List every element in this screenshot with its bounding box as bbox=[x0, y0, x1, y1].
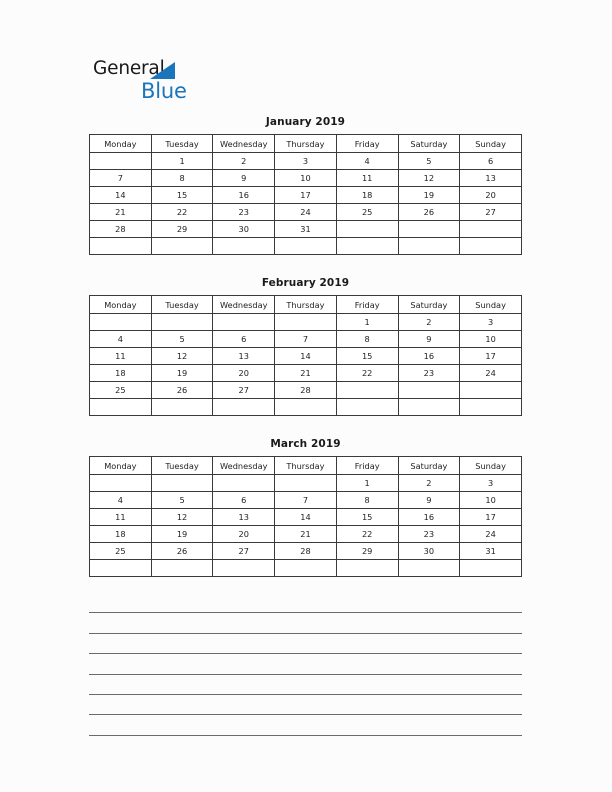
note-line[interactable] bbox=[89, 715, 522, 735]
day-cell[interactable]: 22 bbox=[151, 204, 213, 221]
week-row bbox=[90, 543, 522, 560]
weekday-header-wednesday: Wednesday bbox=[213, 135, 275, 153]
day-cell-empty bbox=[151, 238, 213, 255]
day-cell-empty bbox=[460, 382, 522, 399]
day-cell[interactable]: 4 bbox=[90, 331, 152, 348]
day-cell[interactable]: 23 bbox=[213, 204, 275, 221]
day-cell-empty bbox=[460, 399, 522, 416]
day-cell[interactable]: 16 bbox=[398, 348, 460, 365]
logo-word-general: General bbox=[93, 58, 165, 79]
day-cell[interactable]: 25 bbox=[336, 204, 398, 221]
day-cell[interactable]: 8 bbox=[151, 170, 213, 187]
weekday-header-wednesday: Wednesday bbox=[213, 296, 275, 314]
day-cell[interactable]: 10 bbox=[460, 492, 522, 509]
day-cell[interactable]: 3 bbox=[460, 314, 522, 331]
weekday-header-sunday: Sunday bbox=[460, 457, 522, 475]
day-cell[interactable]: 9 bbox=[398, 492, 460, 509]
day-cell[interactable]: 20 bbox=[460, 187, 522, 204]
day-cell[interactable]: 6 bbox=[213, 492, 275, 509]
note-line[interactable] bbox=[89, 634, 522, 654]
day-cell[interactable]: 7 bbox=[275, 492, 337, 509]
day-cell[interactable]: 10 bbox=[275, 170, 337, 187]
day-cell[interactable]: 29 bbox=[336, 543, 398, 560]
day-cell-empty bbox=[213, 399, 275, 416]
day-cell-empty bbox=[398, 238, 460, 255]
note-line[interactable] bbox=[89, 613, 522, 633]
day-cell-empty bbox=[90, 153, 152, 170]
day-cell[interactable]: 17 bbox=[460, 348, 522, 365]
day-cell[interactable]: 26 bbox=[151, 382, 213, 399]
day-cell[interactable]: 3 bbox=[460, 475, 522, 492]
day-cell[interactable]: 18 bbox=[90, 526, 152, 543]
day-cell[interactable]: 7 bbox=[90, 170, 152, 187]
weekday-header-friday: Friday bbox=[336, 457, 398, 475]
day-cell[interactable]: 2 bbox=[213, 153, 275, 170]
day-cell[interactable]: 26 bbox=[398, 204, 460, 221]
weekday-header-wednesday: Wednesday bbox=[213, 457, 275, 475]
day-cell[interactable]: 10 bbox=[460, 331, 522, 348]
day-cell[interactable]: 4 bbox=[90, 492, 152, 509]
weekday-header-monday: Monday bbox=[90, 296, 152, 314]
day-cell[interactable]: 20 bbox=[213, 365, 275, 382]
day-cell[interactable]: 13 bbox=[213, 509, 275, 526]
day-cell[interactable]: 24 bbox=[460, 365, 522, 382]
weekday-header-tuesday: Tuesday bbox=[151, 296, 213, 314]
day-cell[interactable]: 11 bbox=[90, 348, 152, 365]
day-cell-empty bbox=[460, 560, 522, 577]
logo-word-blue: Blue bbox=[141, 79, 187, 103]
day-cell[interactable]: 7 bbox=[275, 331, 337, 348]
day-cell[interactable]: 14 bbox=[275, 348, 337, 365]
week-row bbox=[90, 492, 522, 509]
day-cell[interactable]: 30 bbox=[398, 543, 460, 560]
week-row bbox=[90, 187, 522, 204]
day-cell-empty bbox=[90, 238, 152, 255]
weekday-header-saturday: Saturday bbox=[398, 296, 460, 314]
day-cell-empty bbox=[90, 560, 152, 577]
day-cell[interactable]: 14 bbox=[275, 509, 337, 526]
note-line[interactable] bbox=[89, 675, 522, 695]
day-cell[interactable]: 16 bbox=[398, 509, 460, 526]
month-title: January 2019 bbox=[265, 116, 346, 128]
day-cell[interactable]: 1 bbox=[336, 314, 398, 331]
day-cell-empty bbox=[151, 560, 213, 577]
day-cell[interactable]: 1 bbox=[151, 153, 213, 170]
day-cell-empty bbox=[275, 475, 337, 492]
note-line[interactable] bbox=[89, 593, 522, 613]
day-cell[interactable]: 9 bbox=[398, 331, 460, 348]
day-cell-empty bbox=[90, 399, 152, 416]
day-cell[interactable]: 28 bbox=[275, 543, 337, 560]
day-cell[interactable]: 30 bbox=[213, 221, 275, 238]
day-cell[interactable]: 22 bbox=[336, 526, 398, 543]
day-cell-empty bbox=[336, 382, 398, 399]
day-cell[interactable]: 23 bbox=[398, 526, 460, 543]
blue-triangle-icon bbox=[150, 62, 175, 79]
day-cell[interactable]: 11 bbox=[90, 509, 152, 526]
day-cell[interactable]: 19 bbox=[151, 365, 213, 382]
weekday-header-tuesday: Tuesday bbox=[151, 135, 213, 153]
day-cell[interactable]: 11 bbox=[336, 170, 398, 187]
calendar-table bbox=[89, 134, 522, 255]
week-row bbox=[90, 204, 522, 221]
day-cell[interactable]: 17 bbox=[460, 509, 522, 526]
day-cell[interactable]: 28 bbox=[275, 382, 337, 399]
day-cell-empty bbox=[336, 238, 398, 255]
day-cell[interactable]: 25 bbox=[90, 543, 152, 560]
week-row bbox=[90, 475, 522, 492]
weekday-header-monday: Monday bbox=[90, 135, 152, 153]
weekday-header-row bbox=[90, 296, 522, 314]
weekday-header-thursday: Thursday bbox=[275, 296, 337, 314]
weekday-header-saturday: Saturday bbox=[398, 457, 460, 475]
day-cell[interactable]: 6 bbox=[460, 153, 522, 170]
day-cell[interactable]: 13 bbox=[460, 170, 522, 187]
weekday-header-friday: Friday bbox=[336, 296, 398, 314]
day-cell[interactable]: 15 bbox=[151, 187, 213, 204]
day-cell-empty bbox=[213, 314, 275, 331]
day-cell-empty bbox=[90, 314, 152, 331]
day-cell[interactable]: 15 bbox=[336, 348, 398, 365]
week-row bbox=[90, 509, 522, 526]
day-cell[interactable]: 13 bbox=[213, 348, 275, 365]
day-cell-empty bbox=[213, 475, 275, 492]
calendar-table bbox=[89, 295, 522, 416]
day-cell[interactable]: 9 bbox=[213, 170, 275, 187]
day-cell[interactable]: 4 bbox=[336, 153, 398, 170]
day-cell-empty bbox=[275, 560, 337, 577]
day-cell-empty bbox=[151, 475, 213, 492]
day-cell-empty bbox=[336, 221, 398, 238]
day-cell[interactable]: 20 bbox=[213, 526, 275, 543]
month-title: March 2019 bbox=[270, 438, 341, 450]
month-block bbox=[89, 438, 522, 577]
day-cell[interactable]: 5 bbox=[151, 331, 213, 348]
day-cell[interactable]: 26 bbox=[151, 543, 213, 560]
day-cell[interactable]: 31 bbox=[460, 543, 522, 560]
week-row bbox=[90, 399, 522, 416]
day-cell-empty bbox=[460, 221, 522, 238]
day-cell[interactable]: 25 bbox=[90, 382, 152, 399]
weekday-header-sunday: Sunday bbox=[460, 296, 522, 314]
day-cell[interactable]: 6 bbox=[213, 331, 275, 348]
day-cell[interactable]: 27 bbox=[213, 382, 275, 399]
day-cell-empty bbox=[213, 560, 275, 577]
weekday-header-monday: Monday bbox=[90, 457, 152, 475]
day-cell[interactable]: 21 bbox=[275, 365, 337, 382]
note-line[interactable] bbox=[89, 654, 522, 674]
weekday-header-thursday: Thursday bbox=[275, 135, 337, 153]
day-cell[interactable]: 8 bbox=[336, 331, 398, 348]
weekday-header-saturday: Saturday bbox=[398, 135, 460, 153]
day-cell[interactable]: 21 bbox=[275, 526, 337, 543]
day-cell[interactable]: 18 bbox=[90, 365, 152, 382]
day-cell[interactable]: 19 bbox=[151, 526, 213, 543]
day-cell[interactable]: 22 bbox=[336, 365, 398, 382]
day-cell[interactable]: 2 bbox=[398, 314, 460, 331]
day-cell[interactable]: 3 bbox=[275, 153, 337, 170]
day-cell[interactable]: 12 bbox=[151, 509, 213, 526]
month-block bbox=[89, 116, 522, 255]
day-cell-empty bbox=[275, 399, 337, 416]
week-row bbox=[90, 348, 522, 365]
week-row bbox=[90, 221, 522, 238]
day-cell-empty bbox=[398, 399, 460, 416]
day-cell[interactable]: 12 bbox=[398, 170, 460, 187]
day-cell[interactable]: 8 bbox=[336, 492, 398, 509]
weekday-header-row bbox=[90, 135, 522, 153]
day-cell-empty bbox=[398, 382, 460, 399]
note-line[interactable] bbox=[89, 695, 522, 715]
week-row bbox=[90, 170, 522, 187]
day-cell[interactable]: 28 bbox=[90, 221, 152, 238]
day-cell[interactable]: 29 bbox=[151, 221, 213, 238]
day-cell-empty bbox=[336, 399, 398, 416]
week-row bbox=[90, 526, 522, 543]
day-cell[interactable]: 14 bbox=[90, 187, 152, 204]
day-cell[interactable]: 15 bbox=[336, 509, 398, 526]
day-cell-empty bbox=[275, 238, 337, 255]
day-cell-empty bbox=[460, 238, 522, 255]
day-cell[interactable]: 27 bbox=[460, 204, 522, 221]
day-cell[interactable]: 23 bbox=[398, 365, 460, 382]
weekday-header-tuesday: Tuesday bbox=[151, 457, 213, 475]
day-cell-empty bbox=[336, 560, 398, 577]
month-title: February 2019 bbox=[261, 277, 350, 289]
day-cell[interactable]: 17 bbox=[275, 187, 337, 204]
day-cell[interactable]: 24 bbox=[460, 526, 522, 543]
month-tables bbox=[89, 116, 522, 599]
day-cell[interactable]: 27 bbox=[213, 543, 275, 560]
week-row bbox=[90, 314, 522, 331]
weekday-header-row bbox=[90, 457, 522, 475]
general-blue-logo bbox=[93, 58, 203, 108]
week-row bbox=[90, 153, 522, 170]
day-cell[interactable]: 5 bbox=[151, 492, 213, 509]
day-cell[interactable]: 12 bbox=[151, 348, 213, 365]
day-cell-empty bbox=[275, 314, 337, 331]
day-cell[interactable]: 19 bbox=[398, 187, 460, 204]
day-cell[interactable]: 24 bbox=[275, 204, 337, 221]
month-block bbox=[89, 277, 522, 416]
day-cell-empty bbox=[398, 221, 460, 238]
day-cell[interactable]: 31 bbox=[275, 221, 337, 238]
week-row bbox=[90, 331, 522, 348]
day-cell[interactable]: 1 bbox=[336, 475, 398, 492]
week-row bbox=[90, 382, 522, 399]
calendar-table bbox=[89, 456, 522, 577]
week-row bbox=[90, 560, 522, 577]
day-cell[interactable]: 16 bbox=[213, 187, 275, 204]
weekday-header-thursday: Thursday bbox=[275, 457, 337, 475]
day-cell-empty bbox=[151, 314, 213, 331]
day-cell[interactable]: 5 bbox=[398, 153, 460, 170]
day-cell-empty bbox=[398, 560, 460, 577]
day-cell-empty bbox=[151, 399, 213, 416]
day-cell-empty bbox=[90, 475, 152, 492]
day-cell-empty bbox=[213, 238, 275, 255]
day-cell[interactable]: 21 bbox=[90, 204, 152, 221]
week-row bbox=[90, 365, 522, 382]
day-cell[interactable]: 18 bbox=[336, 187, 398, 204]
week-row bbox=[90, 238, 522, 255]
weekday-header-friday: Friday bbox=[336, 135, 398, 153]
notes-lines bbox=[89, 593, 522, 736]
weekday-header-sunday: Sunday bbox=[460, 135, 522, 153]
day-cell[interactable]: 2 bbox=[398, 475, 460, 492]
